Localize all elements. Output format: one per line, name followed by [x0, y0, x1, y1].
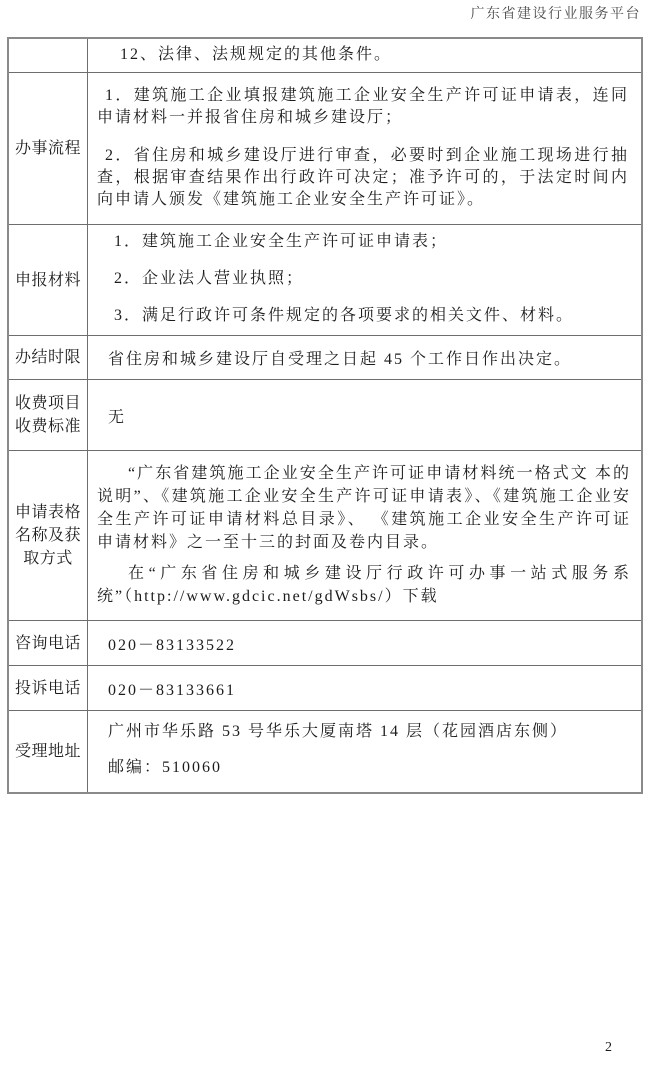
row-label-line: 取方式 — [23, 550, 73, 567]
paragraph: 2．省住房和城乡建设厅进行审查，必要时到企业施工现场进行抽查，根据审查结果作出行政许可决定；准予许可的，于法定时间内向申请人颁发《建筑施工企业安全生产许可证》。 — [97, 147, 629, 208]
row-label-line: 受理地址 — [14, 743, 81, 760]
row-time-limit — [9, 335, 641, 379]
row-label-line: 申报材料 — [14, 271, 81, 289]
download-url-text: 在“广东省住房和城乡建设厅行政许可办事一站式服务系统”（http://www.gdcic.net/gdWsbs/）下载 — [97, 565, 631, 605]
row-content — [88, 73, 641, 224]
row-label-line: 名称及获 — [14, 527, 81, 544]
list-item: 2．企业法人营业执照； — [114, 270, 305, 287]
row-content — [88, 39, 641, 72]
row-complaint-phone — [9, 665, 641, 710]
row-consult-phone — [9, 620, 641, 665]
row-label-line: 办事流程 — [14, 140, 81, 157]
postal-code-line: 邮编：510060 — [108, 759, 223, 776]
row-application-forms — [9, 450, 641, 620]
list-item: 3．满足行政许可条件规定的各项要求的相关文件、材料。 — [114, 307, 575, 324]
row-content — [88, 621, 641, 665]
row-other-conditions — [9, 39, 641, 72]
list-item: 1．建筑施工企业安全生产许可证申请表； — [114, 233, 449, 250]
paragraph: “广东省建筑施工企业安全生产许可证申请材料统一格式文 本的说明”、《建筑施工企业安全生产许可证申请表》、《建筑施工企业安全生产许可证申请材料总目录》、 《建筑施工企业安全生产许可证申请材料》之一至十三的封面及卷内目录。 — [97, 465, 631, 551]
row-content — [88, 336, 641, 379]
page-number: 2 — [605, 1040, 612, 1055]
row-label-line: 投诉电话 — [14, 679, 81, 697]
row-label — [9, 380, 88, 450]
phone-number: 020－83133661 — [108, 681, 237, 699]
paragraph: 12、法律、法规规定的其他条件。 — [120, 46, 393, 63]
paragraph: 省住房和城乡建设厅自受理之日起 45 个工作日作出决定。 — [108, 351, 573, 368]
row-label — [9, 336, 88, 379]
row-address — [9, 710, 641, 792]
service-info-table — [7, 37, 643, 794]
row-label — [9, 711, 88, 792]
row-label-line: 申请表格 — [14, 504, 81, 521]
paragraph: 1．建筑施工企业填报建筑施工企业安全生产许可证申请表，连同申请材料一并报省住房和城乡建设厅； — [97, 87, 629, 126]
row-label-line: 收费项目 — [14, 395, 81, 412]
row-label — [9, 225, 88, 335]
row-label — [9, 666, 88, 710]
row-label — [9, 451, 88, 620]
row-label-line: 收费标准 — [14, 418, 81, 435]
row-label-empty — [9, 39, 88, 72]
row-label-line: 咨询电话 — [14, 634, 81, 652]
row-label — [9, 621, 88, 665]
row-content — [88, 666, 641, 710]
row-materials — [9, 224, 641, 335]
row-content — [88, 451, 641, 620]
address-line: 广州市华乐路 53 号华乐大厦南塔 14 层（花园酒店东侧） — [108, 723, 569, 740]
row-content — [88, 225, 641, 335]
site-header-title: 广东省建设行业服务平台 — [470, 7, 641, 22]
row-label — [9, 73, 88, 224]
row-content — [88, 711, 641, 792]
row-content — [88, 380, 641, 450]
paragraph: 无 — [108, 408, 127, 426]
row-label-line: 办结时限 — [14, 349, 81, 366]
phone-number: 020－83133522 — [108, 636, 237, 654]
row-process — [9, 72, 641, 224]
row-fees — [9, 379, 641, 450]
